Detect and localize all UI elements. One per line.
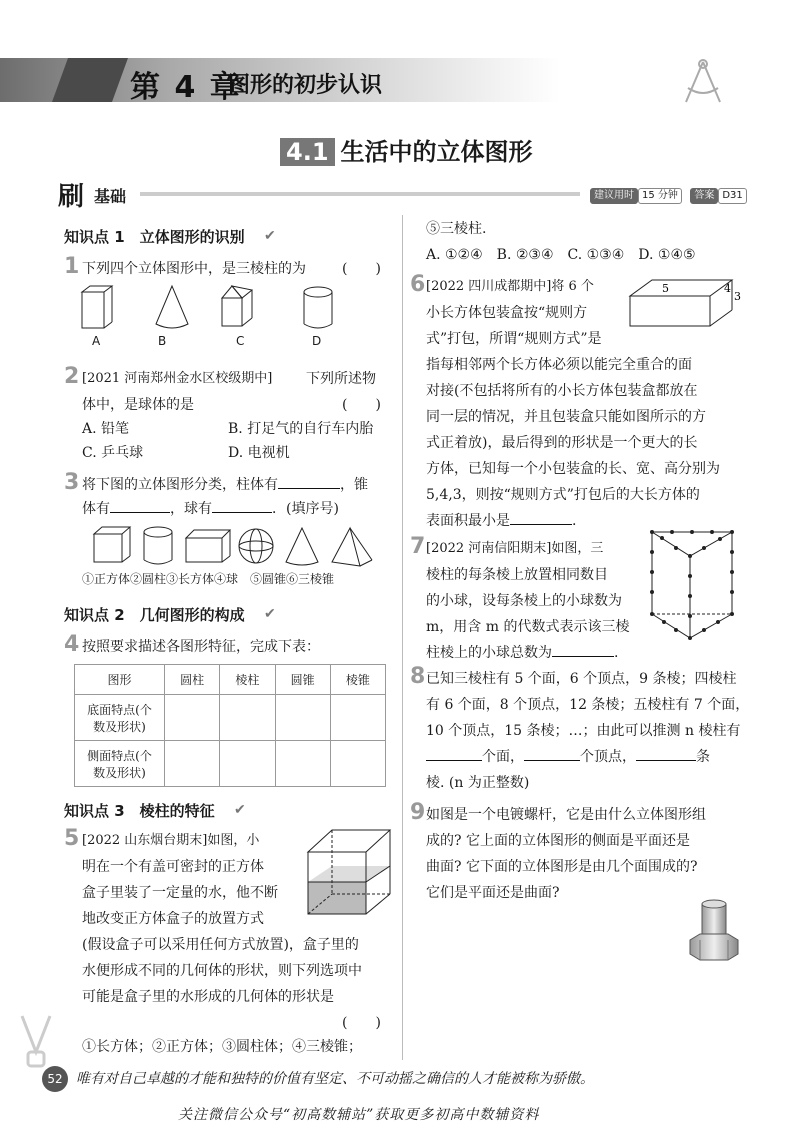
page-number: 52 [42, 1066, 68, 1092]
section-number: 4.1 [280, 138, 335, 166]
q5-line2: 明在一个有盖可密封的正方体 [82, 859, 264, 875]
q3-blank-sphere[interactable] [212, 499, 272, 513]
q3-text3: 体有 [82, 501, 110, 517]
q3-blank-prism[interactable] [278, 475, 340, 489]
table-cell[interactable] [330, 695, 385, 741]
q5-number: 5 [64, 826, 80, 851]
q6-dim-3: 3 [734, 290, 741, 303]
q7-line2: 棱柱的每条棱上放置相同数目 [426, 567, 608, 583]
q7-line4: m，用含 m 的代数式表示该三棱 [426, 619, 630, 635]
q9-number: 9 [410, 800, 426, 825]
q5-line5: (假设盒子可以采用任何方式放置)，盒子里的 [82, 937, 359, 953]
row-label: 底面特点(个 数及形状) [75, 695, 165, 741]
q7-prism-figure [644, 526, 740, 646]
compass-icon [676, 58, 730, 106]
q5-options: ①长方体；②正方体；③圆柱体；④三棱锥； [82, 1039, 362, 1055]
q7-last: 柱棱上的小球总数为 [426, 645, 552, 661]
table-cell[interactable] [165, 741, 220, 787]
q5-paren: ( ) [342, 1015, 381, 1031]
q4-number: 4 [64, 632, 80, 657]
footer-motto: 唯有对自己卓越的才能和独特的价值有坚定、不可动摇之确信的人才能被称为骄傲。 [76, 1071, 594, 1087]
q7-line3: 的小球，设每条棱上的小球数为 [426, 593, 622, 609]
q6-line6: 同一层的情况，并且包装盒只能如图所示的方 [426, 409, 706, 425]
q1-label-d: D [312, 334, 322, 348]
q5-cube-figure [304, 826, 396, 918]
q3-figures [88, 524, 378, 570]
section-title-text: 生活中的立体图形 [340, 138, 533, 166]
table-cell[interactable] [220, 695, 275, 741]
q6-dim-5: 5 [662, 282, 669, 295]
q2-opt-a: A. 铅笔 [82, 421, 130, 437]
suggest-time-badge [590, 186, 747, 204]
q3-captions: ①正方体②圆柱③长方体④球 ⑤圆锥⑥三棱锥 [82, 572, 335, 586]
table-cell[interactable] [275, 741, 330, 787]
knowledge-point-3: 知识点 3 棱柱的特征 [64, 802, 215, 820]
q2-opt-c: C. 乒乓球 [82, 445, 144, 461]
table-cell[interactable] [275, 695, 330, 741]
check-icon: ✔ [264, 228, 276, 244]
q6-line4: 指每相邻两个长方体必须以能完全重合的面 [426, 357, 692, 373]
q5-line1: [2022 山东烟台期末]如图，小 [82, 833, 260, 848]
answer-ref: D31 [718, 188, 746, 204]
q1-number: 1 [64, 254, 80, 279]
q6-line2: 小长方体包装盒按“规则方 [426, 305, 588, 321]
q6-line10: 表面积最小是 . [426, 513, 577, 529]
q9-line1: 如图是一个电镀螺杆，它是由什么立体图形组 [426, 807, 706, 823]
q1-figures [74, 284, 394, 332]
table-row [75, 741, 386, 787]
q7-line1: [2022 河南信阳期末]如图，三 [426, 541, 604, 556]
q3-number: 3 [64, 470, 80, 495]
q4-text: 按照要求描述各图形特征，完成下表： [82, 639, 320, 655]
suggest-label: 建议用时 [590, 188, 638, 204]
q8-line5: 棱. (n 为正整数) [426, 775, 530, 791]
q8-blank-vertices[interactable] [524, 747, 580, 761]
q1-text: 下列四个立体图形中，是三棱柱的为 [82, 261, 306, 277]
q9-line2: 成的? 它上面的立体图形的侧面是平面还是 [426, 833, 690, 849]
q5-line4: 地改变正方体盒子的放置方式 [82, 911, 264, 927]
q5-line7: 可能是盒子里的水形成的几何体的形状是 [82, 989, 334, 1005]
table-row [75, 665, 386, 695]
check-icon: ✔ [234, 802, 246, 818]
table-header: 图形 [75, 665, 165, 695]
q6-line3: 式”打包，所谓“规则方式”是 [426, 331, 602, 347]
q8-faces-text: 个面， [482, 749, 524, 765]
answer-label: 答案 [690, 188, 718, 204]
check-icon: ✔ [264, 606, 276, 622]
brush-label: 基础 [94, 187, 127, 206]
q2-text1: 下列所述物 [306, 371, 376, 387]
column-divider [402, 215, 403, 1060]
q6-last: 表面积最小是 [426, 513, 510, 529]
q8-number: 8 [410, 664, 426, 689]
table-header: 圆锥 [275, 665, 330, 695]
q6-line7: 式正着放)，最后得到的形状是一个更大的长 [426, 435, 698, 451]
q6-number: 6 [410, 272, 426, 297]
row-label: 侧面特点(个 数及形状) [75, 741, 165, 787]
section-title [280, 132, 533, 167]
table-cell[interactable] [330, 741, 385, 787]
q9-line3: 曲面? 它下面的立体图形是由几个面围成的? [426, 859, 698, 875]
q8-line3: 10 个顶点，15 条棱；…；由此可以推测 n 棱柱有 [426, 723, 741, 739]
q6-dim-4: 4 [724, 282, 731, 295]
clip-icon [14, 1012, 58, 1068]
footer-note: 关注微信公众号“初高数辅站”获取更多初高中数辅资料 [178, 1107, 540, 1123]
q7-line5: 柱棱上的小球总数为 . [426, 645, 619, 661]
q2-paren: ( ) [342, 397, 381, 413]
q8-edges-text: 条 [696, 749, 710, 765]
q1-paren: ( ) [342, 261, 381, 277]
q3-text5: ．(填序号) [272, 501, 339, 517]
q3-line2 [82, 496, 339, 522]
q9-line4: 它们是平面还是曲面? [426, 885, 560, 901]
q1-label-c: C [236, 334, 245, 348]
q3-line1 [82, 472, 368, 498]
q5-line6: 水便形成不同的几何体的形状，则下列选项中 [82, 963, 362, 979]
q8-line1: 已知三棱柱有 5 个面，6 个顶点，9 条棱；四棱柱 [426, 671, 737, 687]
q4-table [74, 664, 386, 787]
q8-line4 [426, 744, 710, 770]
q1-label-a: A [92, 334, 101, 348]
q3-text2: ，锥 [340, 477, 368, 493]
q3-text4: ，球有 [170, 501, 212, 517]
q7-answer-blank[interactable] [552, 643, 614, 657]
q6-line5: 对接(不包括将所有的小长方体包装盒都放在 [426, 383, 698, 399]
q3-text1: 将下图的立体图形分类，柱体有 [82, 477, 278, 493]
chapter-subtitle: 图形的初步认识 [228, 73, 383, 98]
q6-line9: 5,4,3，则按“规则方式”打包后的大长方体的 [426, 487, 700, 503]
q2-opt-d: D. 电视机 [228, 445, 290, 461]
q2-text2: 体中，是球体的是 [82, 397, 194, 413]
q5-choices: A. ①②④ B. ②③④ C. ①③④ D. ①④⑤ [426, 247, 696, 263]
brush-char: 刷 [58, 182, 85, 212]
knowledge-point-2: 知识点 2 几何图形的构成 [64, 606, 245, 624]
table-header: 圆柱 [165, 665, 220, 695]
q9-bolt-figure [686, 898, 742, 964]
q2-source: [2021 河南郑州金水区校级期中] [82, 371, 273, 386]
q2-number: 2 [64, 364, 80, 389]
q8-line2: 有 6 个面，8 个顶点，12 条棱；五棱柱有 7 个面， [426, 697, 750, 713]
q6-line1: [2022 四川成都期中]将 6 个 [426, 279, 594, 294]
table-row [75, 695, 386, 741]
q8-blank-edges[interactable] [636, 747, 696, 761]
q6-answer-blank[interactable] [510, 511, 572, 525]
header-rule [140, 192, 580, 196]
q1-label-b: B [158, 334, 167, 348]
q5-opt5: ⑤三棱柱. [426, 221, 487, 237]
q6-box-figure [628, 276, 740, 332]
q3-blank-cone[interactable] [110, 499, 170, 513]
table-cell[interactable] [220, 741, 275, 787]
q7-number: 7 [410, 534, 426, 559]
q6-line8: 方体，已知每一个小包装盒的长、宽、高分别为 [426, 461, 720, 477]
q8-blank-faces[interactable] [426, 747, 482, 761]
table-header: 棱柱 [220, 665, 275, 695]
table-header: 棱锥 [330, 665, 385, 695]
q2-opt-b: B. 打足气的自行车内胎 [228, 421, 374, 437]
knowledge-point-1: 知识点 1 立体图形的识别 [64, 228, 245, 246]
chapter-label: 第 4 章 [130, 70, 242, 105]
q8-vertices-text: 个顶点， [580, 749, 636, 765]
q5-line3: 盒子里装了一定量的水，他不断 [82, 885, 278, 901]
suggest-time: 15 分钟 [638, 188, 682, 204]
table-cell[interactable] [165, 695, 220, 741]
